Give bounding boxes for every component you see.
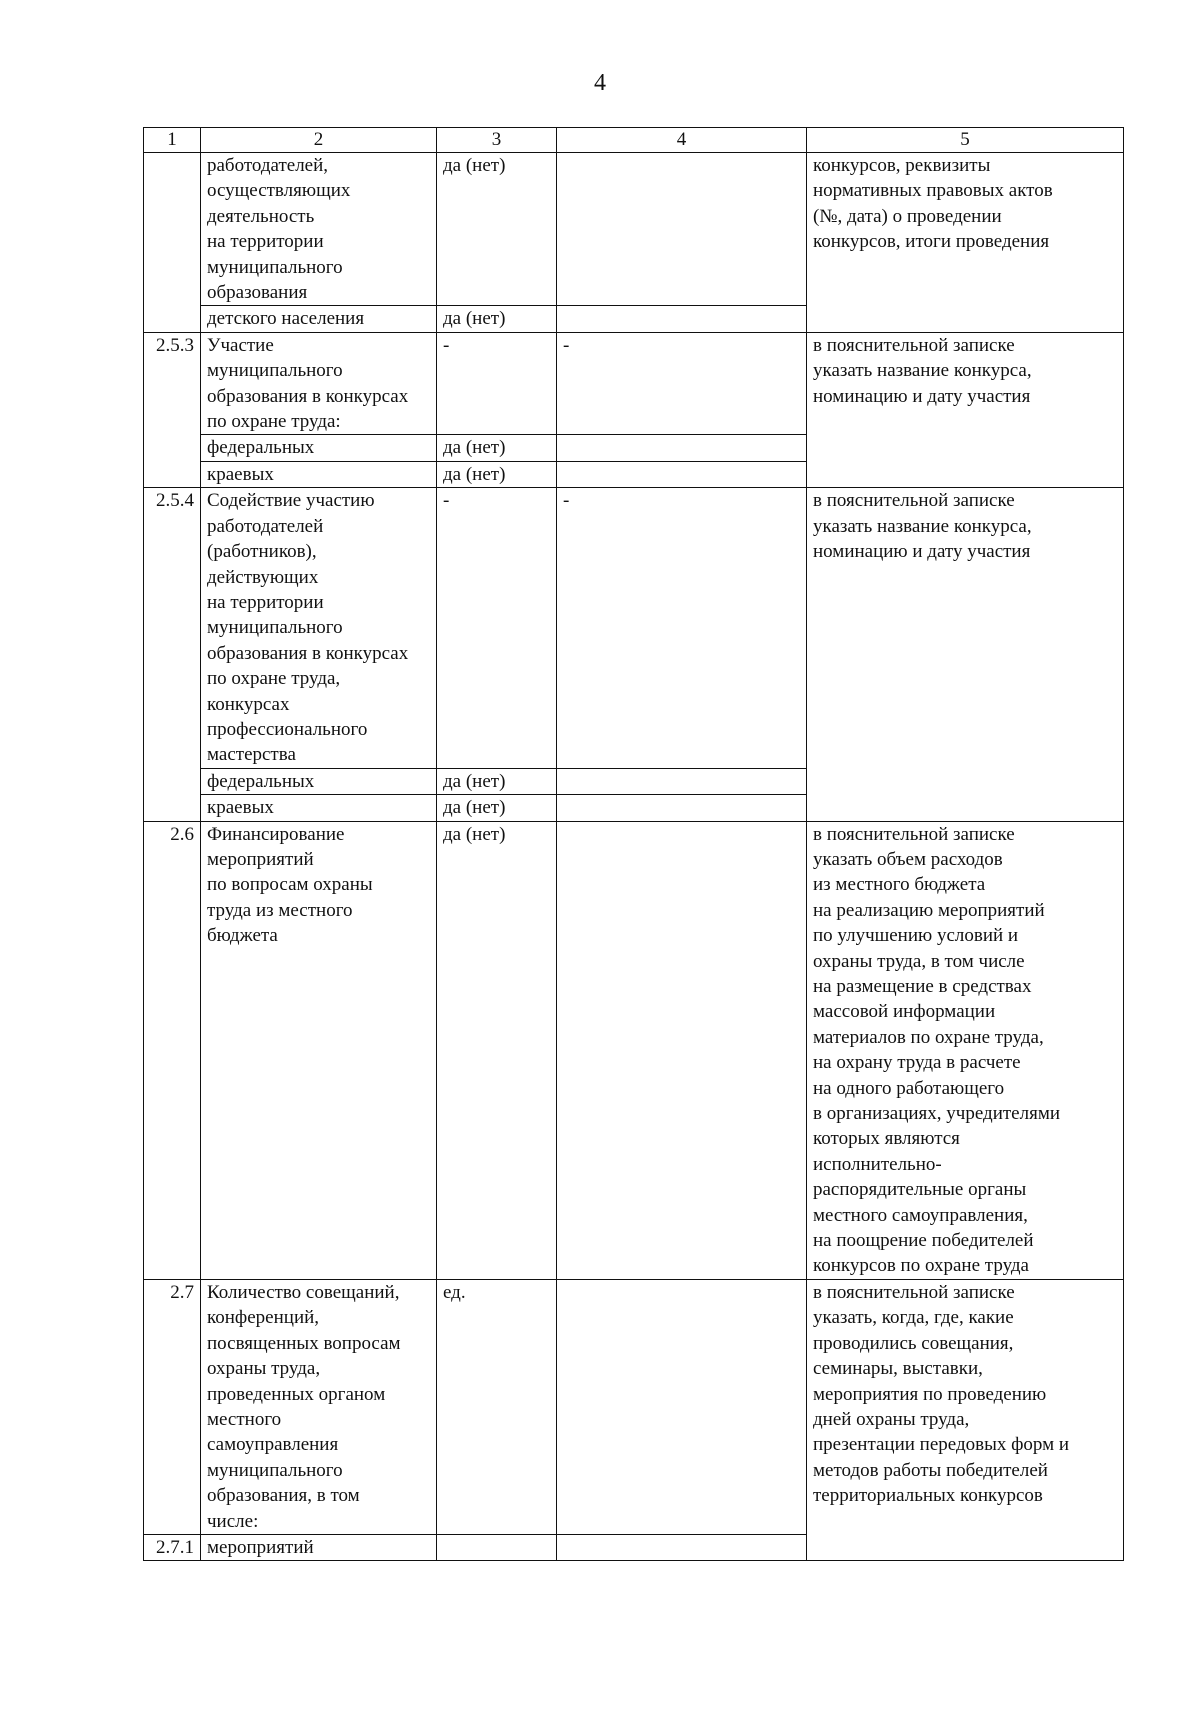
row-unit: - xyxy=(437,488,557,768)
subrow-description: краевых xyxy=(201,795,437,821)
header-cell-3: 3 xyxy=(437,128,557,153)
row-value xyxy=(557,153,807,306)
subrow-value xyxy=(557,768,807,794)
row-unit: ед. xyxy=(437,1279,557,1534)
row-unit xyxy=(437,1534,557,1560)
table-row xyxy=(144,821,1124,1279)
table-row xyxy=(144,1279,1124,1534)
report-table xyxy=(143,127,1124,1561)
row-description: Участие муниципального образования в конкурсах по охране труда: xyxy=(201,332,437,435)
row-value: - xyxy=(557,332,807,435)
subrow-unit: да (нет) xyxy=(437,768,557,794)
row-description: Содействие участию работодателей (работников), действующих на территории муниципального образования в конкурсах по охране труда, конкурсах профессионального мастерства xyxy=(201,488,437,768)
subrow-unit: да (нет) xyxy=(437,435,557,461)
subrow-description: федеральных xyxy=(201,435,437,461)
row-value: - xyxy=(557,488,807,768)
row-number xyxy=(144,153,201,333)
page-number: 4 xyxy=(594,70,606,96)
header-cell-2: 2 xyxy=(201,128,437,153)
subrow-description: краевых xyxy=(201,461,437,487)
row-number: 2.5.3 xyxy=(144,332,201,487)
row-note: в пояснительной записке указать название конкурса, номинацию и дату участия xyxy=(807,488,1124,821)
table-row xyxy=(144,488,1124,768)
subrow-unit: да (нет) xyxy=(437,461,557,487)
row-value xyxy=(557,821,807,1279)
subrow-unit: да (нет) xyxy=(437,795,557,821)
row-note: конкурсов, реквизиты нормативных правовых актов (№, дата) о проведении конкурсов, итоги проведения xyxy=(807,153,1124,333)
row-note: в пояснительной записке указать название конкурса, номинацию и дату участия xyxy=(807,332,1124,487)
header-cell-4: 4 xyxy=(557,128,807,153)
row-description: мероприятий xyxy=(201,1534,437,1560)
subrow-value xyxy=(557,461,807,487)
row-number: 2.7 xyxy=(144,1279,201,1534)
table-row xyxy=(144,332,1124,435)
table-row xyxy=(144,153,1124,306)
row-unit: - xyxy=(437,332,557,435)
row-note: в пояснительной записке указать, когда, где, какие проводились совещания, семинары, выставки, мероприятия по проведению дней охраны труда, презентации передовых форм и методов работы победителей территориальных конкурсов xyxy=(807,1279,1124,1560)
row-description: работодателей, осуществляющих деятельность на территории муниципального образования xyxy=(201,153,437,306)
row-value xyxy=(557,1279,807,1534)
row-number: 2.5.4 xyxy=(144,488,201,821)
table-header-row xyxy=(144,128,1124,153)
row-unit: да (нет) xyxy=(437,153,557,306)
subrow-value xyxy=(557,306,807,332)
subrow-description: федеральных xyxy=(201,768,437,794)
subrow-unit: да (нет) xyxy=(437,306,557,332)
row-unit: да (нет) xyxy=(437,821,557,1279)
row-value xyxy=(557,1534,807,1560)
subrow-description: детского населения xyxy=(201,306,437,332)
header-cell-1: 1 xyxy=(144,128,201,153)
row-description: Количество совещаний, конференций, посвященных вопросам охраны труда, проведенных органом местного самоуправления муниципального образования, в том числе: xyxy=(201,1279,437,1534)
row-number: 2.7.1 xyxy=(144,1534,201,1560)
row-number: 2.6 xyxy=(144,821,201,1279)
header-cell-5: 5 xyxy=(807,128,1124,153)
subrow-value xyxy=(557,795,807,821)
row-note: в пояснительной записке указать объем расходов из местного бюджета на реализацию мероприятий по улучшению условий и охраны труда, в том числе на размещение в средствах массовой информации материалов по охране труда, на охрану труда в расчете на одного работающего в организациях, учредителями которых являются исполнительно- распорядительные органы местного самоуправления, на поощрение победителей конкурсов по охране труда xyxy=(807,821,1124,1279)
subrow-value xyxy=(557,435,807,461)
row-description: Финансирование мероприятий по вопросам охраны труда из местного бюджета xyxy=(201,821,437,1279)
